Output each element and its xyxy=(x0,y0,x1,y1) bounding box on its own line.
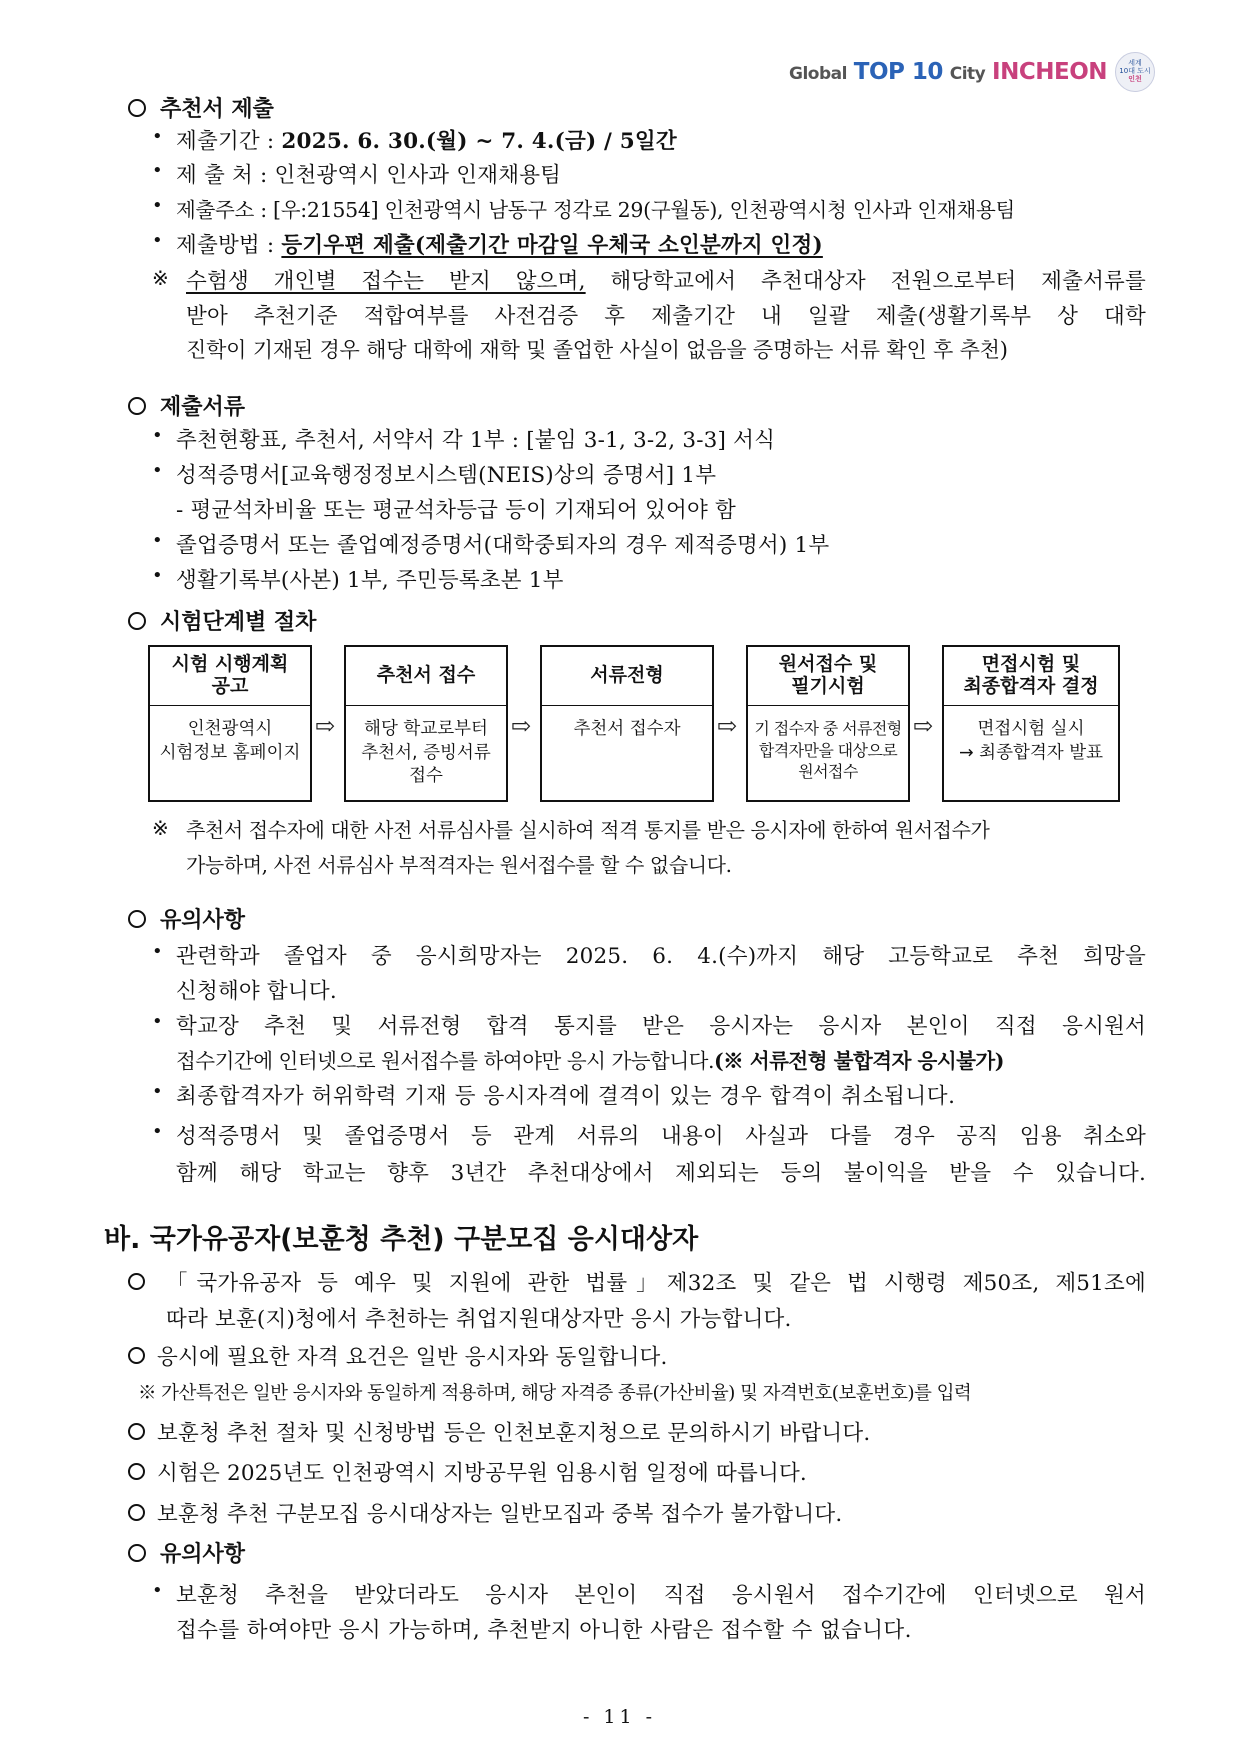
circle-bullet-icon xyxy=(128,99,146,117)
bullet-icon: • xyxy=(152,1011,163,1032)
veterans-caution-line: 보훈청 추천을 받았더라도 응시자 본인이 직접 응시원서 접수기간에 인터넷으로 원서 xyxy=(176,1583,1146,1608)
circle-bullet-icon xyxy=(128,612,146,630)
circle-bullet-icon xyxy=(128,1423,145,1440)
veterans-caution-line: 접수를 하여야만 응시 가능하며, 추천받지 아니한 사람은 접수할 수 없습니다. xyxy=(176,1618,912,1643)
document-subitem: - 평균석차비율 또는 평균석차등급 등이 기재되어 있어야 함 xyxy=(176,498,736,523)
submission-period: 제출기간 : 2025. 6. 30.(월) ~ 7. 4.(금) / 5일간 xyxy=(176,129,677,154)
procedure-flowchart xyxy=(148,645,1142,800)
circle-bullet-icon xyxy=(128,1463,145,1480)
circle-bullet-icon xyxy=(128,1504,145,1521)
bullet-icon: • xyxy=(152,941,163,962)
document-item: 추천현황표, 추천서, 서약서 각 1부 : [붙임 3-1, 3-2, 3-3] 서식 xyxy=(176,428,776,453)
bullet-icon: • xyxy=(152,1081,163,1102)
veterans-line: 따라 보훈(지)청에서 추천하는 취업지원대상자만 응시 가능합니다. xyxy=(166,1307,792,1332)
bullet-icon: • xyxy=(152,126,163,147)
bullet-icon: • xyxy=(152,530,163,551)
caution-line: 학교장 추천 및 서류전형 합격 통지를 받은 응시자는 응시자 본인이 직접 응시원서 xyxy=(176,1014,1146,1039)
flow-arrow-icon: ⇨ xyxy=(511,712,532,740)
flow-step xyxy=(344,645,508,802)
submission-note-line2: 받아 추천기준 적합여부를 사전검증 후 제출기간 내 일괄 제출(생활기록부 상 대학 xyxy=(186,304,1146,329)
caution-line: 신청해야 합니다. xyxy=(176,979,337,1004)
veterans-line: 「국가유공자 등 예우 및 지원에 관한 법률」제32조 및 같은 법 시행령 제50조, 제51조에 xyxy=(128,1266,1146,1297)
caution-line: 성적증명서 및 졸업증명서 등 관계 서류의 내용이 사실과 다를 경우 공직 임용 취소와 xyxy=(176,1124,1146,1149)
flow-arrow-icon: ⇨ xyxy=(315,712,336,740)
procedure-note-line2: 가능하며, 사전 서류심사 부적격자는 원서접수를 할 수 없습니다. xyxy=(186,853,732,877)
flow-step xyxy=(540,645,714,802)
caution-line: 접수기간에 인터넷으로 원서접수를 하여야만 응시 가능합니다.(※ 서류전형 불합격자 응시불가) xyxy=(176,1049,1004,1073)
bullet-icon: • xyxy=(152,160,163,181)
submission-address: 제출주소 : [우:21554] 인천광역시 남동구 정각로 29(구월동), 인천광역시청 인사과 인재채용팀 xyxy=(176,198,1015,222)
section-heading-procedure: 시험단계별 절차 xyxy=(128,605,316,636)
veterans-line: 보훈청 추천 구분모집 응시대상자는 일반모집과 중복 접수가 불가합니다. xyxy=(128,1497,842,1528)
page-number: - 11 - xyxy=(582,1706,657,1728)
incheon-logo-text xyxy=(789,59,1107,85)
circle-bullet-icon xyxy=(128,1347,145,1364)
procedure-note-line1: 추천서 접수자에 대한 사전 서류심사를 실시하여 적격 통지를 받은 응시자에 한하여 원서접수가 xyxy=(186,818,990,842)
circle-bullet-icon xyxy=(128,1544,146,1562)
circle-bullet-icon xyxy=(128,1273,145,1290)
flow-step-body: 인천광역시 시험정보 홈페이지 xyxy=(159,719,301,763)
flow-step xyxy=(746,645,910,802)
flow-step-body: 해당 학교로부터 추천서, 증빙서류 접수 xyxy=(361,719,491,787)
flow-step-body: 추천서 접수자 xyxy=(573,719,681,739)
document-item: 생활기록부(사본) 1부, 주민등록초본 1부 xyxy=(176,568,564,593)
note-mark: ※ xyxy=(152,266,169,290)
caution-line: 함께 해당 학교는 향후 3년간 추천대상에서 제외되는 등의 불이익을 받을 수 있습니다. xyxy=(176,1161,1146,1186)
bullet-icon: • xyxy=(152,230,163,251)
flow-step-header: 추천서 접수 xyxy=(346,647,506,706)
veterans-line: 보훈청 추천 절차 및 신청방법 등은 인천보훈지청으로 문의하시기 바랍니다. xyxy=(128,1416,870,1447)
section-heading-cautions: 유의사항 xyxy=(128,903,245,934)
bullet-icon: • xyxy=(152,195,163,216)
bullet-icon: • xyxy=(152,425,163,446)
logo-top10: TOP 10 xyxy=(853,59,943,85)
caution-line: 최종합격자가 허위학력 기재 등 응시자격에 결격이 있는 경우 합격이 취소됩니다. xyxy=(176,1084,956,1109)
caution-line: 관련학과 졸업자 중 응시희망자는 2025. 6. 4.(수)까지 해당 고등학교로 추천 희망을 xyxy=(176,944,1146,969)
flow-arrow-icon: ⇨ xyxy=(717,712,738,740)
header-logo xyxy=(789,52,1155,92)
submission-note-line1: 수험생 개인별 접수는 받지 않으며, 해당학교에서 추천대상자 전원으로부터 제출서류를 xyxy=(186,269,1146,294)
logo-incheon: INCHEON xyxy=(992,59,1107,85)
section-heading-submission: 추천서 제출 xyxy=(128,92,274,123)
submission-note-line3: 진학이 기재된 경우 해당 대학에 재학 및 졸업한 사실이 없음을 증명하는 서류 확인 후 추천) xyxy=(186,338,1008,362)
note-mark: ※ xyxy=(152,816,169,840)
flow-step-body: 면접시험 실시 → 최종합격자 발표 xyxy=(958,719,1104,763)
veterans-line: 시험은 2025년도 인천광역시 지방공무원 임용시험 일정에 따릅니다. xyxy=(128,1456,807,1487)
submission-place: 제 출 처 : 인천광역시 인사과 인재채용팀 xyxy=(176,163,562,188)
logo-city: City xyxy=(949,64,986,84)
incheon-seal-icon: 세계 10대 도시 인천 xyxy=(1115,52,1155,92)
flow-step-header: 시험 시행계획 공고 xyxy=(150,647,310,706)
document-item: 졸업증명서 또는 졸업예정증명서(대학중퇴자의 경우 제적증명서) 1부 xyxy=(176,533,830,558)
circle-bullet-icon xyxy=(128,910,146,928)
veterans-note: ※ 가산특전은 일반 응시자와 동일하게 적용하며, 해당 자격증 종류(가산비율) 및 자격번호(보훈번호)를 입력 xyxy=(138,1383,972,1404)
section-heading-veterans-cautions: 유의사항 xyxy=(128,1537,245,1568)
flow-arrow-icon: ⇨ xyxy=(913,712,934,740)
logo-global: Global xyxy=(789,64,847,84)
flow-step-body: 기 접수자 중 서류전형 합격자만을 대상으로 원서접수 xyxy=(754,719,902,782)
submission-method: 제출방법 : 등기우편 제출(제출기간 마감일 우체국 소인분까지 인정) xyxy=(176,233,823,258)
flow-step xyxy=(942,645,1120,802)
bullet-icon: • xyxy=(152,460,163,481)
bullet-icon: • xyxy=(152,1121,163,1142)
flow-step-header: 면접시험 및 최종합격자 결정 xyxy=(944,647,1118,706)
flow-step xyxy=(148,645,312,802)
bullet-icon: • xyxy=(152,1580,163,1601)
bullet-icon: • xyxy=(152,565,163,586)
section-heading-documents: 제출서류 xyxy=(128,390,245,421)
section-title-veterans: 바. 국가유공자(보훈청 추천) 구분모집 응시대상자 xyxy=(104,1224,699,1255)
circle-bullet-icon xyxy=(128,397,146,415)
flow-step-header: 원서접수 및 필기시험 xyxy=(748,647,908,706)
document-item: 성적증명서[교육행정정보시스템(NEIS)상의 증명서] 1부 xyxy=(176,463,717,488)
flow-step-header: 서류전형 xyxy=(542,647,712,706)
veterans-line: 응시에 필요한 자격 요건은 일반 응시자와 동일합니다. xyxy=(128,1340,668,1371)
